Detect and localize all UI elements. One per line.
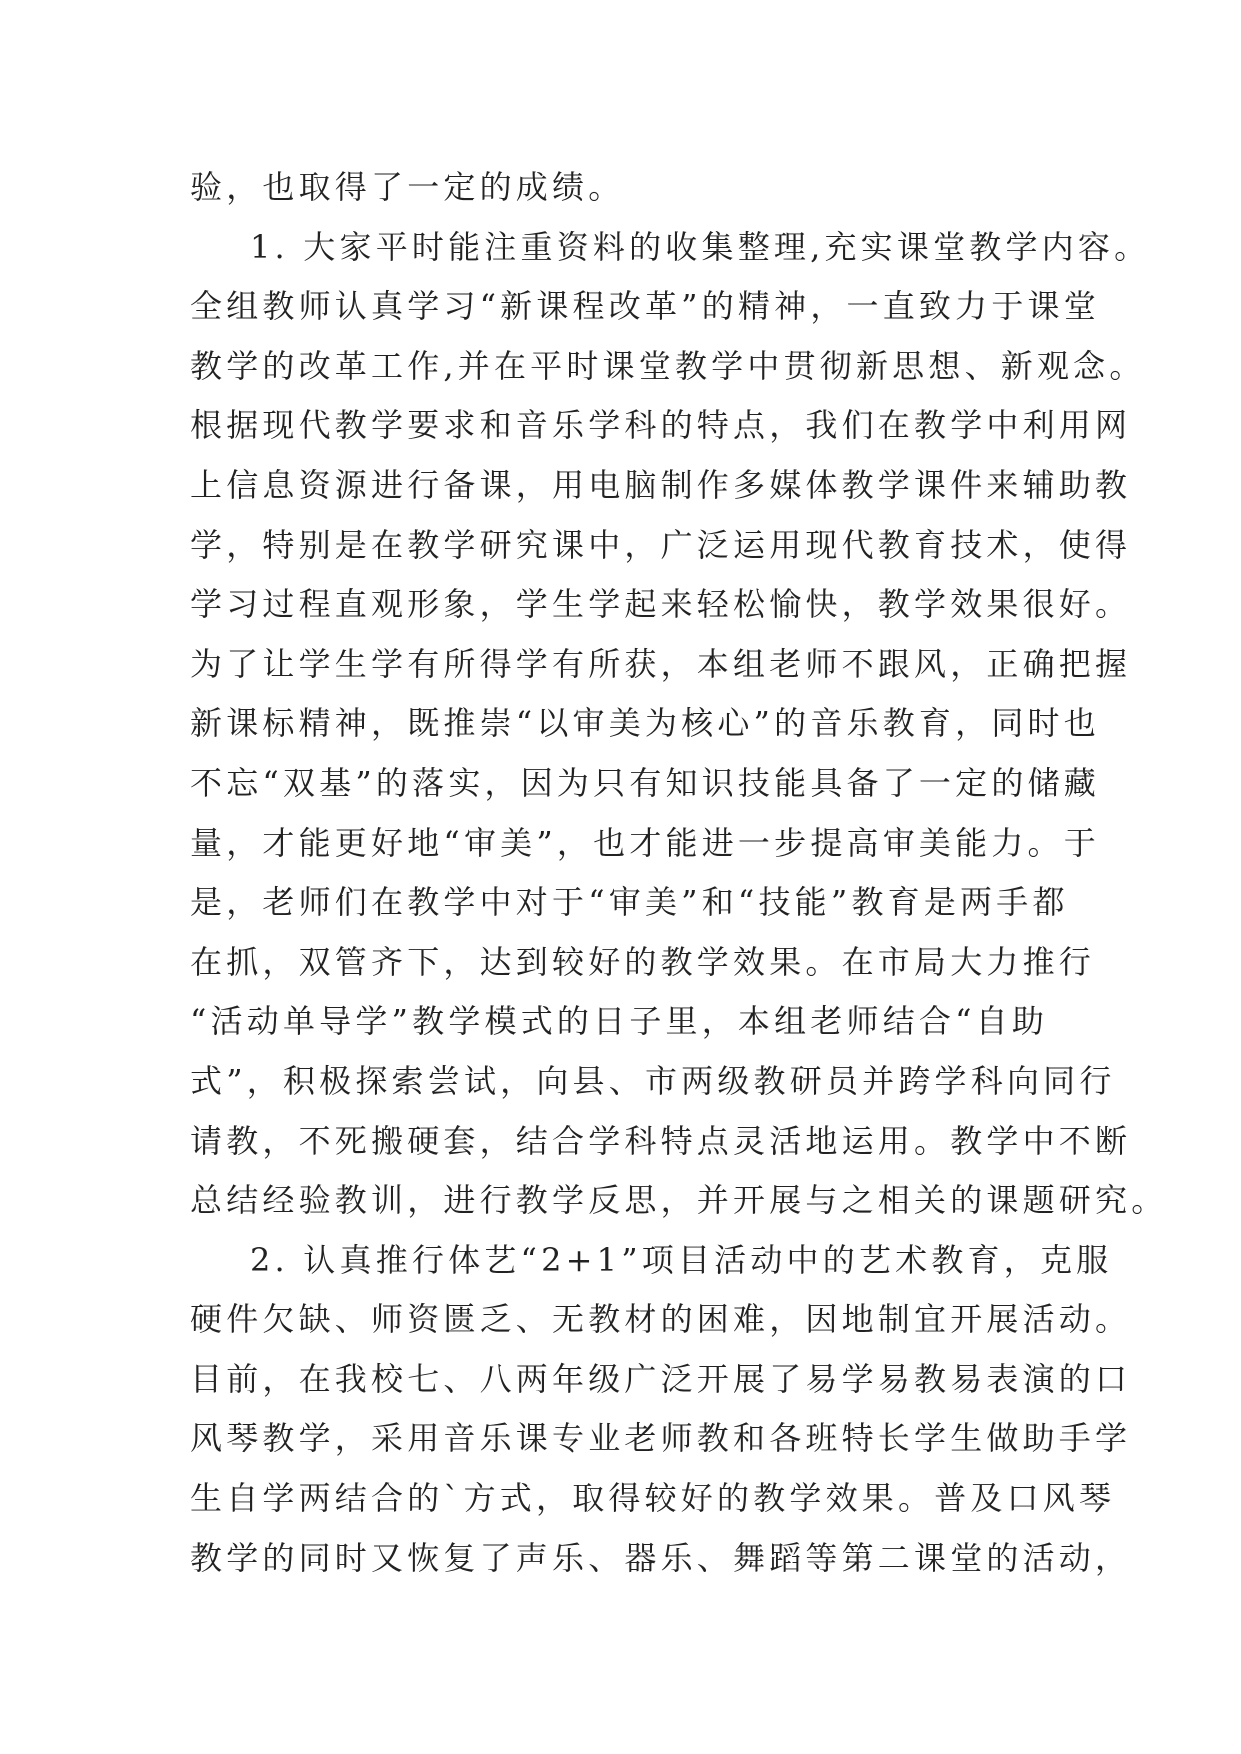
text-line: 全组教师认真学习“新课程改革”的精神，一直致力于课堂 (190, 287, 1100, 326)
text-line: 根据现代教学要求和音乐学科的特点，我们在教学中利用网 (190, 406, 1132, 445)
text-line: “活动单导学”教学模式的日子里，本组老师结合“自助 (190, 1002, 1049, 1041)
text-line: 目前，在我校七、八两年级广泛开展了易学易教易表演的口 (190, 1359, 1132, 1398)
text-line: 硬件欠缺、师资匮乏、无教材的困难，因地制宜开展活动。 (190, 1300, 1132, 1339)
body-text (190, 158, 1168, 1588)
text-line: 学习过程直观形象，学生学起来轻松愉快，教学效果很好。 (190, 585, 1132, 624)
text-line: 1. 大家平时能注重资料的收集整理,充实课堂教学内容。 (250, 227, 1151, 266)
text-line: 教学的同时又恢复了声乐、器乐、舞蹈等第二课堂的活动， (190, 1538, 1132, 1577)
text-line: 2. 认真推行体艺“2+1”项目活动中的艺术教育，克服 (250, 1240, 1113, 1279)
text-line: 式”，积极探索尝试，向县、市两级教研员并跨学科向同行 (190, 1061, 1116, 1100)
text-line: 为了让学生学有所得学有所获，本组老师不跟风，正确把握 (190, 644, 1132, 683)
text-line: 不忘“双基”的落实，因为只有知识技能具备了一定的储藏 (190, 763, 1100, 802)
text-line: 是，老师们在教学中对于“审美”和“技能”教育是两手都 (190, 883, 1069, 922)
text-line: 教学的改革工作,并在平时课堂教学中贯彻新思想、新观念。 (190, 346, 1146, 385)
text-line: 上信息资源进行备课，用电脑制作多媒体教学课件来辅助教 (190, 465, 1132, 504)
text-line: 风琴教学，采用音乐课专业老师教和各班特长学生做助手学 (190, 1419, 1132, 1458)
text-line: 在抓，双管齐下，达到较好的教学效果。在市局大力推行 (190, 942, 1096, 981)
text-line: 验，也取得了一定的成绩。 (190, 168, 625, 206)
text-line: 总结经验教训，进行教学反思，并开展与之相关的课题研究。 (190, 1181, 1168, 1220)
text-line: 量，才能更好地“审美”，也才能进一步提高审美能力。于 (190, 823, 1100, 862)
text-line: 学，特别是在教学研究课中，广泛运用现代教育技术，使得 (190, 525, 1132, 564)
text-line: 生自学两结合的`方式，取得较好的教学效果。普及口风琴 (190, 1479, 1116, 1518)
text-line: 请教，不死搬硬套，结合学科特点灵活地运用。教学中不断 (190, 1121, 1132, 1160)
text-line: 新课标精神，既推崇“以审美为核心”的音乐教育，同时也 (190, 704, 1100, 743)
